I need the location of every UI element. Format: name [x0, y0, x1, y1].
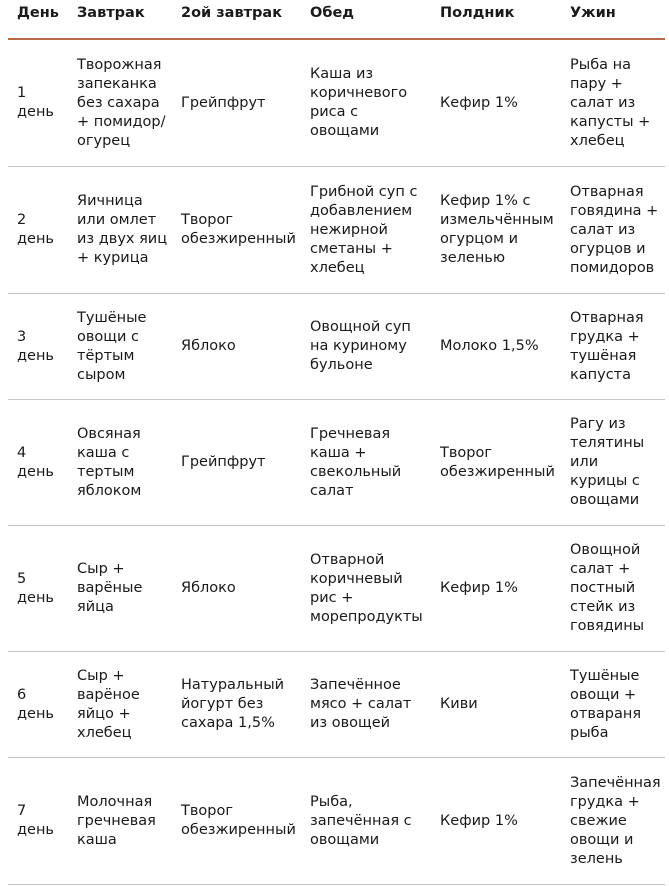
breakfast-cell: Яичница или омлет из двух яиц + курица: [77, 193, 168, 266]
dinner-cell: Запечённая грудка + свежие овощи и зелень: [570, 774, 661, 867]
table-row: [8, 294, 665, 400]
lunch-cell: Грибной суп с добавлением нежирной сметаны + хлебец: [310, 183, 418, 276]
table-row: [8, 652, 665, 758]
dinner-cell: Овощной салат + постный стейк из говядины: [570, 542, 645, 634]
table-row: [8, 526, 665, 652]
breakfast-cell: Тушёные овощи с тёртым сыром: [77, 309, 147, 383]
day-cell: 1 день: [17, 85, 54, 120]
snack-cell: Кефир 1%: [440, 94, 518, 111]
lunch-cell: Гречневая каша + свекольный салат: [310, 425, 402, 499]
breakfast-cell: Сыр + варёное яйцо + хлебец: [77, 667, 140, 741]
lunch-cell: Запечённое мясо + салат из овощей: [310, 677, 412, 731]
day-cell: 4 день: [17, 444, 54, 480]
breakfast-cell: Овсяная каша с тертым яблоком: [77, 425, 142, 499]
table-row: [8, 400, 665, 526]
second-breakfast-cell: Яблоко: [181, 580, 236, 596]
header-breakfast: Завтрак: [77, 5, 145, 21]
header-dinner: Ужин: [570, 5, 616, 21]
snack-cell: Молоко 1,5%: [440, 338, 539, 354]
day-cell: 7 день: [17, 803, 54, 838]
table-row: [8, 40, 665, 167]
snack-cell: Кефир 1%: [440, 580, 518, 596]
lunch-cell: Каша из коричневого риса с овощами: [310, 66, 408, 139]
lunch-cell: Овощной суп на куриному бульоне: [310, 319, 411, 373]
dinner-cell: Рагу из телятины или курицы с овощами: [570, 416, 645, 508]
second-breakfast-cell: Творог обезжиренный: [181, 803, 296, 838]
table-header-row: [8, 0, 665, 40]
lunch-cell: Рыба, запечённая с овощами: [310, 793, 412, 848]
second-breakfast-cell: Творог обезжиренный: [181, 212, 296, 247]
dinner-cell: Рыба на пару + салат из капусты + хлебец: [570, 56, 651, 149]
day-cell: 6 день: [17, 686, 54, 722]
second-breakfast-cell: Грейпфрут: [181, 94, 266, 111]
breakfast-cell: Творожная запеканка без сахара + помидор/ огурец: [77, 56, 166, 149]
breakfast-cell: Молочная гречневая каша: [77, 793, 156, 848]
snack-cell: Творог обезжиренный: [440, 444, 555, 480]
breakfast-cell: Сыр + варёные яйца: [77, 561, 143, 615]
second-breakfast-cell: Яблоко: [181, 338, 236, 354]
snack-cell: Киви: [440, 696, 478, 712]
header-second-breakfast: 2ой завтрак: [181, 5, 283, 21]
header-lunch: Обед: [310, 5, 354, 21]
meal-plan-table: [8, 0, 665, 886]
table-row: [8, 758, 665, 885]
dinner-cell: Отварная говядина + салат из огурцов и помидоров: [570, 183, 659, 276]
second-breakfast-cell: Грейпфрут: [181, 454, 266, 470]
header-day: День: [17, 5, 59, 21]
snack-cell: Кефир 1% с измельчённым огурцом и зеленью: [440, 193, 554, 266]
day-cell: 5 день: [17, 570, 54, 606]
dinner-cell: Отварная грудка + тушёная капуста: [570, 309, 644, 383]
second-breakfast-cell: Натуральный йогурт без сахара 1,5%: [181, 677, 285, 731]
dinner-cell: Тушёные овощи + отвараня рыба: [570, 667, 642, 741]
lunch-cell: Отварной коричневый рис + морепродукты: [310, 551, 423, 625]
day-cell: 3 день: [17, 328, 54, 364]
header-snack: Полдник: [440, 5, 515, 21]
day-cell: 2 день: [17, 212, 54, 247]
snack-cell: Кефир 1%: [440, 812, 518, 829]
table-row: [8, 167, 665, 294]
